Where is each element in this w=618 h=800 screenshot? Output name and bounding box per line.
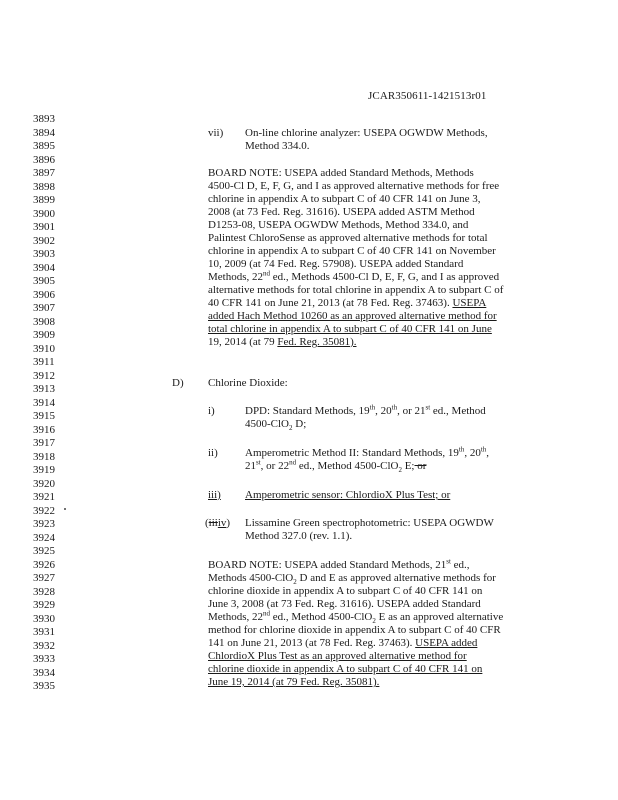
line-number: 3923: [33, 518, 55, 530]
note1-line: 40 CFR 141 on June 21, 2013 (at 78 Fed. Reg. 37463). USEPA: [208, 297, 487, 309]
item-iii-marker: iii): [208, 489, 221, 501]
note1-line: 10, 2009 (at 74 Fed. Reg. 57908). USEPA added Standard: [208, 258, 464, 270]
item-i-line-1: DPD: Standard Methods, 19th, 20th, or 21st ed., Method: [245, 403, 486, 417]
line-number: 3909: [33, 329, 55, 341]
line-number: 3911: [33, 356, 55, 368]
note1-line: Palintest ChloroSense as approved alternative methods for total: [208, 232, 488, 244]
note2-line: BOARD NOTE: USEPA added Standard Methods, 21st ed.,: [208, 557, 470, 571]
line-number: 3933: [33, 653, 55, 665]
line-number: 3931: [33, 626, 55, 638]
line-number: 3934: [33, 666, 55, 679]
note1-line: 2008 (at 73 Fed. Reg. 31616). USEPA added ASTM Method: [208, 206, 475, 218]
line-number: 3896: [33, 153, 55, 166]
line-number: 3905: [33, 275, 55, 287]
section-d-marker: D): [172, 377, 184, 389]
note1-line: Methods, 22nd ed., Methods 4500-Cl D, E, F, G, and I as approved: [208, 269, 500, 283]
line-number: 3917: [33, 437, 55, 449]
line-number: 3922: [33, 504, 55, 517]
inserted-text: total chlorine in appendix A to subpart C of 40 CFR 141 on June: [208, 323, 492, 335]
line-number: 3935: [33, 680, 55, 692]
item-iv-line-2: Method 327.0 (rev. 1.1).: [245, 530, 353, 542]
note2-line: June 3, 2008 (at 73 Fed. Reg. 31616). USEPA added Standard: [208, 598, 481, 610]
note2-line: 141 on June 21, 2013 (at 78 Fed. Reg. 37463). USEPA added: [208, 637, 478, 649]
note1-line: chlorine in appendix A to subpart C of 40 CFR 141 on November: [208, 245, 496, 257]
item-vii-line-1: On-line chlorine analyzer: USEPA OGWDW Methods,: [245, 127, 488, 139]
inserted-text: ChlordioX Plus Test as an approved alternative method for: [208, 650, 467, 662]
note1-line: D1253-08, USEPA OGWDW Methods, Method 334.0, and: [208, 219, 469, 231]
note1-line: BOARD NOTE: USEPA added Standard Methods, Methods: [208, 167, 474, 179]
note2-line: chlorine dioxide in appendix A to subpart C of 40 CFR 141 on: [208, 585, 483, 597]
inserted-text: iv: [217, 517, 227, 529]
item-i-marker: i): [208, 405, 215, 417]
note2-line: method for chlorine dioxide in appendix A to subpart C of 40 CFR: [208, 624, 501, 636]
line-number: 3926: [33, 558, 55, 571]
line-number: 3894: [33, 126, 55, 139]
line-number: 3913: [33, 383, 55, 395]
line-number: 3924: [33, 531, 55, 544]
line-number: 3916: [33, 423, 55, 436]
item-ii-line-2: 21st, or 22nd ed., Method 4500-ClO$_2$ E; or: [245, 458, 427, 475]
line-number: 3908: [33, 315, 55, 328]
line-number: 3915: [33, 410, 55, 422]
line-number: 3903: [33, 248, 55, 260]
inserted-text: June 19, 2014 (at 79 Fed. Reg. 35081).: [208, 676, 380, 688]
scan-speck: [64, 508, 66, 510]
line-number: 3906: [33, 288, 55, 301]
line-number: 3918: [33, 450, 55, 463]
item-i-line-2: 4500-ClO$_2$ D;: [245, 418, 307, 433]
note1-line: alternative methods for total chlorine in appendix A to subpart C of: [208, 284, 504, 296]
line-number: 3902: [33, 234, 55, 247]
note2-line: Methods 4500-ClO$_2$ D and E as approved alternative methods for: [208, 572, 496, 587]
note1-line: 4500-Cl D, E, F, G, and I as approved alternative methods for free: [208, 180, 500, 192]
note1-line: 19, 2014 (at 79 Fed. Reg. 35081).: [208, 336, 357, 348]
deleted-text: or: [414, 460, 427, 472]
line-number: 3899: [33, 194, 55, 206]
line-number: 3897: [33, 167, 55, 179]
line-number: 3900: [33, 207, 55, 220]
line-number: 3893: [33, 113, 55, 125]
item-iv-line-1: Lissamine Green spectrophotometric: USEPA OGWDW: [245, 517, 494, 529]
line-number: 3925: [33, 545, 55, 557]
line-number: 3927: [33, 572, 55, 584]
line-number: 3919: [33, 464, 55, 476]
line-number: 3914: [33, 396, 55, 409]
section-d-title: Chlorine Dioxide:: [208, 377, 288, 389]
line-number: 3901: [33, 221, 55, 233]
line-number: 3930: [33, 612, 55, 625]
note1-line: chlorine in appendix A to subpart C of 40 CFR 141 on June 3,: [208, 193, 481, 205]
deleted-text: iii: [208, 517, 218, 529]
item-iii-text: Amperometric sensor: ChlordioX Plus Test; or: [245, 489, 451, 501]
item-vii-line-2: Method 334.0.: [245, 140, 310, 152]
line-number: 3929: [33, 599, 55, 611]
line-number: 3920: [33, 477, 55, 490]
document-id-header: JCAR350611-1421513r01: [368, 90, 487, 102]
inserted-text: USEPA: [452, 297, 487, 309]
inserted-text: USEPA added: [415, 637, 478, 649]
inserted-text: chlorine dioxide in appendix A to subpart C of 40 CFR 141 on: [208, 663, 483, 675]
item-iv-marker: (iiiiv): [205, 517, 231, 529]
line-number: 3912: [33, 369, 55, 382]
line-number: 3898: [33, 180, 55, 193]
line-number: 3921: [33, 491, 55, 503]
item-ii-marker: ii): [208, 447, 218, 459]
line-number: 3932: [33, 639, 55, 652]
item-ii-line-1: Amperometric Method II: Standard Methods, 19th, 20th,: [245, 445, 490, 459]
line-number: 3907: [33, 302, 55, 314]
line-number: 3895: [33, 140, 55, 152]
item-vii-marker: vii): [208, 127, 224, 139]
inserted-text: Fed. Reg. 35081).: [277, 336, 357, 348]
inserted-text: added Hach Method 10260 as an approved alternative method for: [208, 310, 497, 322]
line-number: 3928: [33, 585, 55, 598]
note2-line: Methods, 22nd ed., Method 4500-ClO$_2$ E as an approved alternative: [208, 609, 504, 626]
line-number: 3904: [33, 261, 55, 274]
line-number: 3910: [33, 342, 55, 355]
